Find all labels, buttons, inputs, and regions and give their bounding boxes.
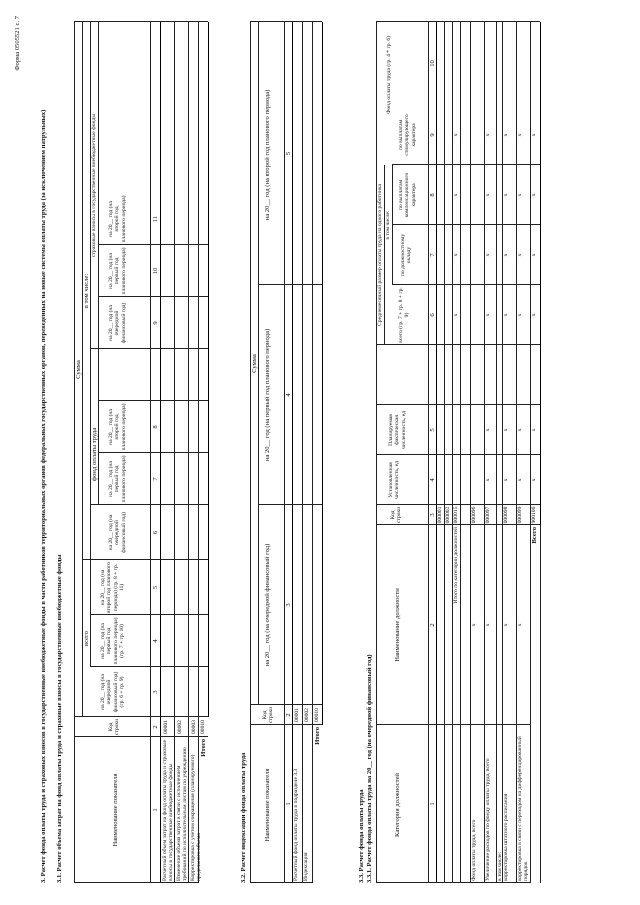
t32-row-code: 00001 (294, 708, 300, 722)
t32-header-c3: на 20__ год (на очередной финансовый год) (264, 543, 271, 667)
t33-row-code: 000001 (437, 506, 443, 524)
t31-line (74, 882, 198, 883)
t33-col-number: 2 (429, 623, 436, 627)
t31-header-c4: на 20__ год (на первый год планового периода) (гр. 7 + гр. 10) (100, 617, 126, 665)
t32-col-number: 2 (285, 713, 292, 717)
t31-row-name: Изменение объема затрат в связи с исполнением требований по исполнительным листам по учреждению (176, 747, 189, 881)
t33-cell-mark: х (485, 193, 491, 197)
t33-row-category: Увеличение расходов по фонду оплаты труда, всего (485, 758, 491, 881)
subsection-title-3-1: 3.1. Расчет объема затрат на фонд оплаты труда и страховые взносы в государственные внебюджетные фонды (56, 554, 63, 883)
t31-header-incl: в том числе: (83, 273, 90, 309)
t32-header-code: Код строки (262, 706, 275, 724)
t33-row-code: 000002 (445, 506, 451, 524)
t31-header-c7: на 20__ год (на первый год планового периода) (108, 455, 127, 503)
t31-header-c11: на 20__ год (на второй год планового периода) (108, 195, 127, 243)
t31-header-c6: на 20__ год (на очередной финансовый год) (108, 512, 127, 553)
t33-header-avg: Среднемесячный размер оплаты труда на одного работника (377, 184, 383, 326)
t33-row-category: Фонд оплаты труда, всего (471, 819, 477, 881)
subsection-title-3-2: 3.2. Расчет индексации фонда оплаты труда (240, 752, 247, 883)
t31-header-c3: на 20__ год (на очередной финансовый год) (гр. 6 + гр. 9) (100, 671, 126, 713)
t32-header-sum: Сумма (251, 354, 258, 373)
t33-cell-mark: х (503, 428, 509, 432)
t31-header-sum: Сумма (75, 360, 82, 379)
t33-line (376, 404, 540, 405)
t31-header-c9: на 20__ год (на очередной финансовый год) (108, 302, 127, 344)
t33-total-mark: х (531, 253, 537, 257)
t33-total-code: 900100 (531, 506, 537, 524)
t33-row-category: в том числе: (497, 851, 503, 881)
t31-row-name: Корректировка с учетом сокращения (планируемого) предельного объема (190, 754, 203, 881)
t33-cell-mark: х (503, 253, 509, 257)
t33-total-mark: х (531, 133, 537, 137)
t33-line (444, 22, 445, 883)
t31-col-number: 7 (152, 477, 159, 481)
t33-cell-mark: х (503, 478, 509, 482)
t32-total-label: Итого (314, 727, 321, 745)
t33-header-c9: по выплатам стимулирующего характера (398, 114, 417, 156)
t33-row-category: корректировка в связи с переходом на дифференцированный порядок (517, 736, 530, 881)
t31-line (74, 736, 208, 737)
t33-line (460, 22, 461, 883)
t31-line (90, 504, 208, 505)
t33-row-code: 000015 (453, 506, 459, 524)
t33-header-code: Код строки (390, 506, 403, 524)
t33-line (392, 165, 393, 285)
t33-row-category: корректировка штатного расписания (503, 793, 509, 881)
t31-col-number: 6 (152, 530, 159, 535)
t33-line (376, 22, 377, 883)
t31-header-total: всего (83, 631, 90, 646)
t33-cell-mark: х (503, 313, 509, 317)
t33-row-code: 000099 (517, 506, 523, 524)
t33-col-number: 7 (429, 253, 436, 257)
t33-cell-mark: х (453, 313, 459, 317)
t33-total-mark: х (531, 428, 537, 432)
t33-cell-mark: х (517, 313, 523, 317)
t32-col-number: 1 (285, 802, 292, 806)
t33-cell-mark: х (485, 478, 491, 482)
t31-col-number: 9 (152, 321, 159, 325)
t32-line (322, 22, 323, 725)
t33-cell-mark: х (453, 133, 459, 137)
t32-row-name: Расчетный фонд оплаты труда в подразделе 3.3 (293, 768, 299, 881)
t33-cell-mark: х (453, 253, 459, 257)
t32-row-name: Индексация (303, 852, 309, 881)
t33-cell-mark: х (517, 193, 523, 197)
t31-col-number: 8 (152, 425, 159, 429)
t33-cell-mark: х (517, 478, 523, 482)
t33-cell-mark: х (517, 428, 523, 432)
t33-total-mark: х (531, 193, 537, 197)
t33-col-number: 5 (429, 428, 436, 432)
t33-col-number: 4 (429, 478, 436, 482)
t31-col-number: 5 (152, 585, 159, 590)
t31-col-number: 2 (152, 725, 159, 729)
t32-total-code: 00010 (314, 708, 320, 722)
t33-header-name: Наименование должности (394, 588, 401, 662)
t33-col-number: 9 (429, 133, 436, 137)
t33-header-c10: Фонд оплаты труда (гр. 4 * гр. 6) (386, 35, 392, 115)
t31-line (90, 348, 208, 349)
t32-col-number: 5 (285, 151, 292, 156)
form-code: Форма 0505521 с. 7 (14, 16, 21, 71)
t31-line (82, 559, 208, 560)
t31-line (74, 716, 208, 717)
t32-line (312, 22, 313, 883)
t33-total-mark: х (531, 313, 537, 317)
t33-row-code: 000096 (471, 506, 477, 524)
t31-header-fot: фонд оплаты труда (91, 427, 98, 482)
t33-col-number: 8 (429, 193, 436, 197)
t31-header-c10: на 20__ год (на первый год планового периода) (108, 247, 127, 295)
t33-row-name: х (471, 623, 477, 627)
t33-cell-mark: х (485, 428, 491, 432)
t33-cell-mark: х (517, 253, 523, 257)
t31-header-ins: страховые взносы в государственные внебюджетные фонды (91, 113, 97, 258)
t33-col-number: 6 (429, 313, 436, 317)
t33-line (540, 22, 541, 525)
t31-row-code: 00003 (191, 720, 197, 734)
t33-line (376, 882, 530, 883)
t33-row-code: 000098 (503, 506, 509, 524)
t33-row-name: х (503, 623, 509, 627)
t32-header-name: Наименование показателя (264, 768, 271, 842)
t31-line (90, 614, 208, 615)
t33-cell-mark: х (503, 133, 509, 137)
t31-header-c5: на 20__ год (на второй год планового периода) (гр. 8 + гр. 11) (100, 561, 126, 614)
t33-col-number: 3 (429, 513, 436, 517)
t33-header-c6: всего (гр. 7 + гр. 8 + гр. 9) (398, 287, 411, 343)
t31-row-code: 00002 (177, 720, 183, 734)
t31-header-name: Наименование показателя (112, 773, 119, 847)
t33-total-label: Всего (531, 527, 538, 544)
t31-line (90, 666, 208, 667)
t33-col-number: 10 (429, 60, 436, 67)
t31-col-number: 3 (152, 690, 159, 694)
t32-header-c4: на 20__ год (на первый год планового периода) (264, 328, 271, 462)
t31-total-code: 00010 (200, 720, 206, 734)
t32-col-number: 4 (285, 393, 292, 397)
t33-cell-mark: х (485, 133, 491, 137)
t33-row-name: х (517, 623, 523, 627)
t33-cell-mark: х (485, 313, 491, 317)
t31-line (208, 22, 209, 717)
subsection-title-3-3-1: 3.3.1. Расчет фонда оплаты труда на 20__ год (на очередной финансовый год) (366, 654, 373, 883)
t31-col-number: 1 (152, 808, 159, 812)
t33-total-mark: х (531, 478, 537, 482)
t31-total-label: Итого (200, 739, 207, 757)
t33-header-c8: по выплатам компенсационного характера (398, 172, 417, 218)
t33-row-code: 000097 (485, 506, 491, 524)
t33-line (376, 454, 540, 455)
t33-header-c5: Планируемая фактическая численность, ед (388, 410, 407, 450)
t33-header-incl: в том числе: (385, 210, 391, 240)
t33-row-name: х (485, 623, 491, 627)
t33-cell-mark: х (485, 253, 491, 257)
t31-row-name: Расчетный объем затрат на фонд оплаты труда и страховые взносы в государственные внебюджетные фонды (162, 739, 175, 881)
t31-col-number: 4 (152, 639, 159, 643)
t33-col-number: 1 (429, 802, 436, 806)
t32-header-c5: на 20__ год (на второй год планового периода) (264, 89, 271, 221)
t32-row-code: 00002 (304, 708, 310, 722)
t31-row-code: 00001 (163, 720, 169, 734)
t33-cell-mark: х (517, 133, 523, 137)
subsection-title-3-3: 3.3. Расчет фонда оплаты труда (358, 789, 365, 883)
section-title: 3. Расчет фонда оплаты труда и страховых взносов в государственные внебюджетные фонды в части работников территориальных органов федеральных государственных органов, переведенных на новые системы оплаты труда (за исключением патрульных) (40, 109, 47, 883)
t33-cell-mark: х (453, 193, 459, 197)
t32-line (250, 882, 312, 883)
t33-row-name: Итого по категории должностей (453, 527, 459, 604)
t33-header-cat: Категория должностей (394, 773, 401, 837)
t31-header-code: Код строки (108, 718, 121, 736)
t33-header-c4: Установленная численность, ед (388, 460, 401, 500)
t32-col-number: 3 (285, 603, 292, 607)
t33-cell-mark: х (503, 193, 509, 197)
t33-header-c7: по должностному окладу (400, 233, 413, 277)
t33-line (376, 21, 540, 22)
t31-col-number: 11 (152, 215, 159, 223)
t31-header-c8: на 20__ год (на второй год планового периода) (108, 403, 127, 451)
t31-col-number: 10 (152, 267, 159, 275)
